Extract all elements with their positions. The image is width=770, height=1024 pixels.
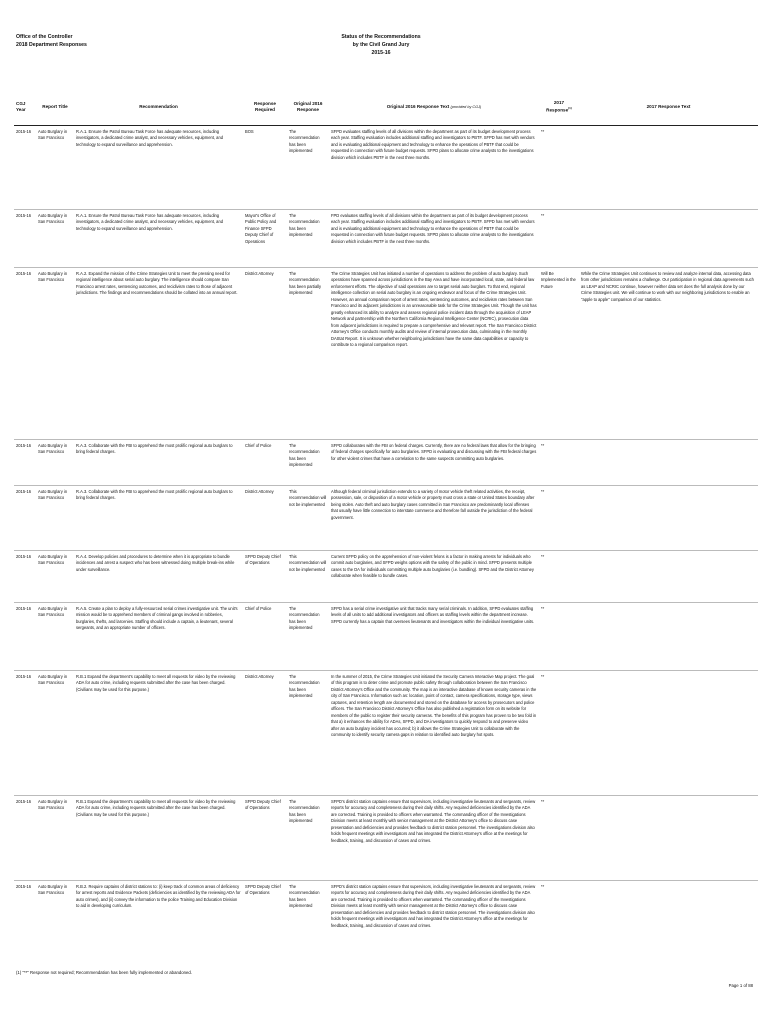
cell-original-response: The recommendation has been implemented	[287, 796, 329, 881]
cell-recommendation: R.A.1. Ensure the Patrol Bureau Task Force has adequate resources, including investigators, a dedicated crime analyst, and necessary vehicles, equipment, and technology to expand surveillance and apprehension.	[74, 210, 243, 268]
cell-report-title: Auto Burglary in San Francisco	[36, 796, 74, 881]
cell-original-response: The recommendation has been implemented	[287, 603, 329, 671]
cell-2017-response: **	[539, 796, 579, 881]
cell-original-text: SFPD's district station captains ensure that supervisors, including investigative lieutenants and sergeants, review reports for accuracy and completeness during their daily shifts. Any required deficiencies identified by the ADA are corrected. Training is provided to officers when warranted. The commanding officer of the Investigations Division meets at least monthly with senior management at the District Attorney's office to discuss case presentation and deficiencies and provides feedback to district station personnel. The investigations division also holds frequent meetings with investigators and has integrated the District Attorney's office at the meetings for feedback, training, and discussion of cases and crimes.	[329, 881, 539, 999]
cell-2017-text	[579, 671, 758, 796]
table-row	[14, 126, 758, 210]
cell-year: 2015-16	[14, 603, 36, 671]
col-header-2017-text: 2017 Response Text	[579, 89, 758, 126]
cell-2017-text	[579, 210, 758, 268]
status-year: 2015-16	[371, 50, 391, 57]
cell-2017-response: **	[539, 486, 579, 551]
cell-original-text: SFPD's district station captains ensure that supervisors, including investigative lieutenants and sergeants, review reports for accuracy and completeness during their daily shifts. Any required deficiencies identified by the ADA are corrected. Training is provided to officers when warranted. The commanding officer of the Investigations Division meets at least monthly with senior management at the District Attorney's office to discuss case presentation and deficiencies and provides feedback to district station personnel. The investigations division also holds frequent meetings with investigators and has integrated the District Attorney's office at the meetings for feedback, training, and discussion of cases and crimes.	[329, 796, 539, 881]
cell-recommendation: R.A.2. Expand the mission of the Crime Strategies Unit to meet the pressing need for regional intelligence about serial auto burglary. The intelligence should compare San Francisco arrest rates, sentencing outcomes, and recidivism rates to those of adjacent jurisdictions. The findings and recommendations should be collated into an annual report.	[74, 268, 243, 440]
cell-original-response: The recommendation has been implemented	[287, 126, 329, 210]
cell-original-text: The Crime Strategies Unit has initiated a number of operations to address the problem of auto burglary. Such operations have spanned across jurisdictions in the Bay Area and have incorporated local, state, and federal law enforcement efforts. The objective of said operations are to target serial auto burglars. To that end, regional intelligence collection on serial auto burglary is an ongoing endeavor and focus of the Crime Strategies Unit. However, an annual comparison report of arrest rates, sentencing outcomes, and recidivism rates between San Francisco and its adjacent jurisdictions is an unreasonable task for the Crime Strategies Unit. Though the unit has greatly enhanced its ability to analyze and assess regional police incident data through the acquisition of LEAP Network and partnership with the Northern California Regional Intelligence Center (NCRIC), prosecution data from adjacent jurisdictions is required to prepare a comprehensive and relevant report. The San Francisco District Attorney's Office conducts monthly audits and review of internal prosecution data, culminating in the monthly DAStat Report. It is unknown whether neighboring jurisdictions have the same data capabilities or capacity to contribute to a regional comparison report.	[329, 268, 539, 440]
cell-year: 2015-16	[14, 268, 36, 440]
cell-original-text: SFPD collaborates with the FBI on federal charges. Currently, there are no federal laws that allow for the bringing of federal charges specifically for auto burglaries. SFPD is evaluating and discussing with the FBI federal charges for other violent crimes that have a correlation to the same suspects committing auto burglaries.	[329, 440, 539, 486]
cell-response-required: SFPD Deputy Chief of Operations	[243, 796, 287, 881]
cell-2017-text	[579, 440, 758, 486]
cell-original-response: The recommendation has been implemented	[287, 671, 329, 796]
cell-2017-text	[579, 486, 758, 551]
cell-report-title: Auto Burglary in San Francisco	[36, 603, 74, 671]
cell-response-required: SFPD Deputy Chief of Operations	[243, 881, 287, 999]
cell-response-required: BOS	[243, 126, 287, 210]
cell-year: 2015-16	[14, 671, 36, 796]
cell-response-required: District Attorney	[243, 486, 287, 551]
status-subtitle: by the Civil Grand Jury	[352, 42, 410, 49]
cell-recommendation: R.A.4. Develop policies and procedures to determine when it is appropriate to bundle incidences and arrest a suspect who has been witnessed doing multiple break-ins while under surveillance.	[74, 551, 243, 603]
cell-original-text: Although federal criminal jurisdiction extends to a variety of motor vehicle theft related activities, the receipt, possession, sale, or disposition of a motor vehicle or property must cross a state or United States boundary after being stolen. Auto theft and auto burglary cases committed in San Francisco are predominantly local offenses that usually have little connection to interstate commerce and therefore fall outside the jurisdiction of the federal government.	[329, 486, 539, 551]
footnote: (1) "**" Response not required; Recommendation has been fully implemented or abandoned.	[16, 970, 192, 975]
cell-2017-text	[579, 796, 758, 881]
cell-report-title: Auto Burglary in San Francisco	[36, 551, 74, 603]
cell-original-text: In the summer of 2015, the Crime Strategies Unit initiated the Security Camera Interactive Map project. The goal of this program is to deter crime and promote public safety through collaboration between the San Francisco District Attorney's Office and the community. The map is an interactive database of known security cameras in the city of San Francisco. Information such as: location, point of contact, camera specifications, storage type, views captures, and retention length are documented and stored on the database for access by prosecutors and police officers. The San Francisco District Attorney's Office has also published a registration form on its website for members of the public to register their security cameras. The benefits of this program has proven to be two fold in that a) it enhances the ability for ADAs, SFPD, and DA investigators to quickly respond to and preserve video after an auto burglary incident has occurred; b) it allows the Crime Strategies Unit to collaborate with the community to identify security camera gaps in relation to identified auto burglary hot spots.	[329, 671, 539, 796]
cell-recommendation: R.A.1. Ensure the Patrol Bureau Task Force has adequate resources, including investigators, a dedicated crime analyst, and necessary vehicles, equipment, and technology to expand surveillance and apprehension.	[74, 126, 243, 210]
cell-recommendation: R.A.3. Collaborate with the FBI to apprehend the most prolific regional auto burglars to bring federal charges.	[74, 486, 243, 551]
cell-year: 2015-16	[14, 126, 36, 210]
cell-2017-response: **	[539, 603, 579, 671]
cell-report-title: Auto Burglary in San Francisco	[36, 881, 74, 999]
cell-original-response: The recommendation has been partially implemented	[287, 268, 329, 440]
cell-original-text: SFPD has a serial crime investigative unit that tracks many serial criminals. In addition, SFPD evaluates staffing levels of all units to add additional investigators and officers as staffing levels within the department increase. SFPD currently has a captain that oversees lieutenants and investigators within the individual investigative units.	[329, 603, 539, 671]
cell-original-response: This recommendation will not be implemented	[287, 551, 329, 603]
status-title: Status of the Recommendations	[341, 34, 421, 40]
cell-2017-response: **	[539, 551, 579, 603]
office-name: Office of the Controller	[16, 34, 73, 40]
cell-year: 2015-16	[14, 796, 36, 881]
table-row	[14, 551, 758, 603]
table-row	[14, 671, 758, 796]
cell-original-text: FPD evaluates staffing levels of all divisions within the department as part of its budget development process each year. Staffing evaluation includes additional staffing and investigators to PBTF. SFPD has met with vendors and is evaluating additional equipment and technology to enhance the operations of PBTF that could be requested in connection with future budget requests. SFPD plans to allocate crime analysts to the investigations division which includes PBTF in the next three months.	[329, 210, 539, 268]
table-row	[14, 486, 758, 551]
col-header-recommendation: Recommendation	[74, 89, 243, 126]
cell-2017-response: **	[539, 210, 579, 268]
cell-year: 2015-16	[14, 551, 36, 603]
cell-original-response: The recommendation has been implemented	[287, 210, 329, 268]
col-header-response-required: Response Required	[243, 89, 287, 126]
cell-report-title: Auto Burglary in San Francisco	[36, 486, 74, 551]
cell-year: 2015-16	[14, 210, 36, 268]
cell-year: 2015-16	[14, 881, 36, 999]
table-row	[14, 603, 758, 671]
table-row	[14, 440, 758, 486]
cell-original-text: Current SFPD policy on the apprehension of non-violent felons is a factor in making arrests for individuals who commit auto burglaries, and SFPD weighs options with the safety of the public in mind. SFPD presents multiple cases to the DA for individuals committing multiple auto burglaries (i.e. bundling). SFPD and the District Attorney collaborate when feasible to bundle cases.	[329, 551, 539, 603]
cell-response-required: District Attorney	[243, 671, 287, 796]
cell-2017-text	[579, 881, 758, 999]
cell-report-title: Auto Burglary in San Francisco	[36, 440, 74, 486]
cell-recommendation: R.B.1 Expand the department's capability to meet all requests for video by the reviewing ADA for auto crime, including requests submitted after the case has been charged. (Civilians may be used for this purpose.)	[74, 671, 243, 796]
original-text-label: Original 2016 Response Text	[386, 103, 450, 109]
cell-2017-response: **	[539, 440, 579, 486]
cell-report-title: Auto Burglary in San Francisco	[36, 126, 74, 210]
cell-2017-response: **	[539, 126, 579, 210]
status-header	[331, 33, 431, 57]
cell-year: 2015-16	[14, 440, 36, 486]
cell-2017-response: Will Be Implemented in the Future	[539, 268, 579, 440]
cell-recommendation: R.B.1 Expand the department's capability to meet all requests for video by the reviewing ADA for auto crime, including requests submitted after the case has been charged. (Civilians may be used for this purpose.)	[74, 796, 243, 881]
cell-original-response: The recommendation has been implemented	[287, 440, 329, 486]
cell-recommendation: R.A.5. Create a plan to deploy a fully-resourced serial crimes investigative unit. The unit's mission would be to apprehend members of criminal gangs involved in robberies, burglaries, thefts, and larcenies. Staffing should include a captain, a lieutenant, several sergeants, and an appropriate number of officers.	[74, 603, 243, 671]
table-row	[14, 796, 758, 881]
cell-original-text: SFPD evaluates staffing levels of all divisions within the department as part of its budget development process each year. Staffing evaluation includes additional staffing and investigators to PBTF. SFPD has met with vendors and is evaluating additional equipment and technology to enhance the operations of PBTF that could be requested in connection with future budget requests. SFPD plans to allocate crime analysts to the investigations division which includes PBTF in the next three months.	[329, 126, 539, 210]
report-name: 2018 Department Responses	[16, 42, 87, 49]
cell-2017-text	[579, 126, 758, 210]
r2017-label: 2017 Response	[546, 100, 569, 113]
cell-report-title: Auto Burglary in San Francisco	[36, 671, 74, 796]
col-header-year: CGJ Year	[14, 89, 36, 126]
cell-response-required: SFPD Deputy Chief of Operations	[243, 551, 287, 603]
col-header-title: Report Title	[36, 89, 74, 126]
table-row	[14, 210, 758, 268]
footnote-ref: (1)	[568, 106, 572, 111]
cell-2017-response: **	[539, 881, 579, 999]
cell-report-title: Auto Burglary in San Francisco	[36, 210, 74, 268]
cell-response-required: Mayor's Office of Public Policy and Finance SFPD Deputy Chief of Operations	[243, 210, 287, 268]
cell-2017-response: **	[539, 671, 579, 796]
cell-response-required: Chief of Police	[243, 440, 287, 486]
cell-original-response: The recommendation has been implemented	[287, 881, 329, 999]
cell-response-required: District Attorney	[243, 268, 287, 440]
cell-recommendation: R.A.3. Collaborate with the FBI to apprehend the most prolific regional auto burglars to bring federal charges.	[74, 440, 243, 486]
cell-recommendation: R.B.2. Require captains of district stations to: (i) keep track of common areas of deficiency for arrest reports and Evidence Packets (deficiencies as identified by the reviewing ADA for auto crimes), and (ii) convey the information to the police Training and Education Division to aid in developing curriculum.	[74, 881, 243, 999]
cell-2017-text	[579, 603, 758, 671]
office-header	[16, 33, 87, 49]
table-header-row	[14, 89, 758, 126]
cell-2017-text	[579, 551, 758, 603]
table-row	[14, 881, 758, 999]
col-header-original-text	[329, 89, 539, 126]
cell-report-title: Auto Burglary in San Francisco	[36, 268, 74, 440]
provided-by-note: (provided by CGJ)	[450, 104, 482, 109]
cell-original-response: This recommendation will not be implemented	[287, 486, 329, 551]
col-header-original-response: Original 2016 Response	[287, 89, 329, 126]
recommendations-table	[14, 89, 758, 998]
page-number: Page 1 of 88	[728, 983, 753, 988]
cell-response-required: Chief of Police	[243, 603, 287, 671]
col-header-2017-response	[539, 89, 579, 126]
table-row	[14, 268, 758, 440]
cell-year: 2015-16	[14, 486, 36, 551]
cell-2017-text: While the Crime Strategies Unit continues to review and analyze internal data, accessing data from other jurisdictions remains a challenge. Our participation in regional data agreements such as LEAP and NCRIC continue, however neither data set does the full analysis done by our Crime Strategies unit. We will continue to work with our neighboring jurisdictions to enable an "apple to apple" comparison of our statistics.	[579, 268, 758, 440]
